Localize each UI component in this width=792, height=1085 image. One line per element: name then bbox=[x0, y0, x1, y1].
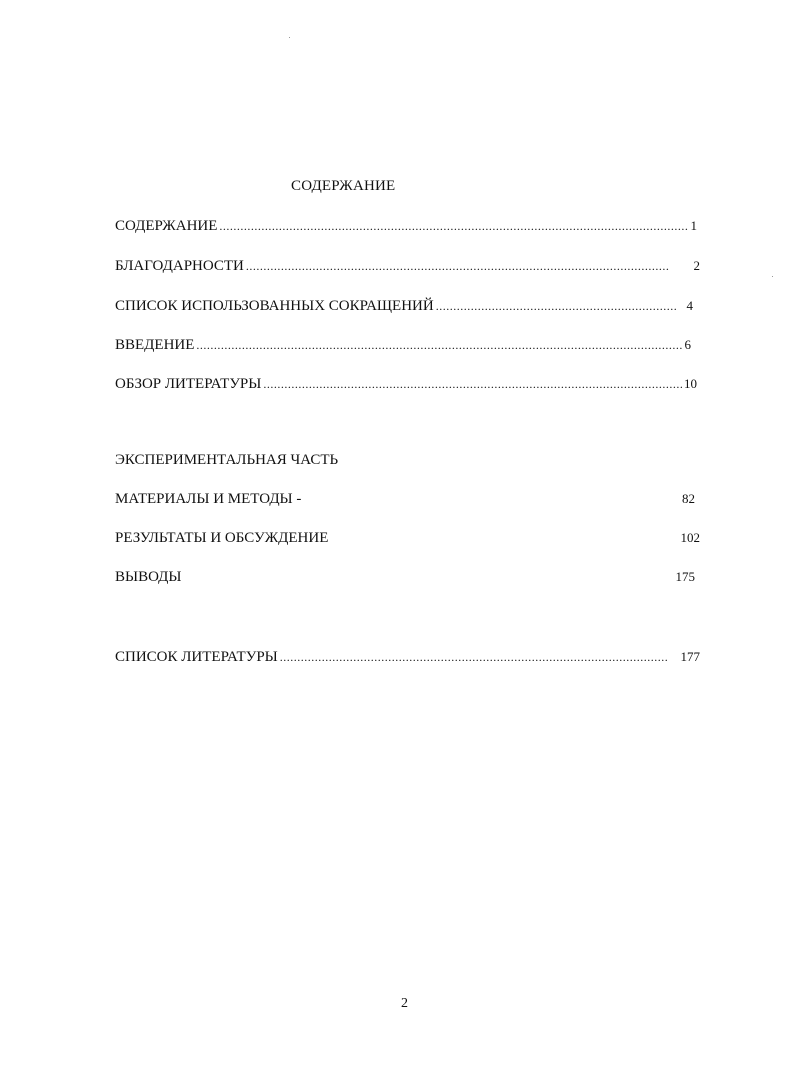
toc-entry-label: БЛАГОДАРНОСТИ bbox=[115, 258, 244, 274]
experimental-section-heading: ЭКСПЕРИМЕНТАЛЬНАЯ ЧАСТЬ bbox=[115, 452, 339, 468]
dot-leader bbox=[436, 299, 677, 314]
toc-entry-page: 102 bbox=[680, 530, 700, 545]
toc-entry-label: ОБЗОР ЛИТЕРАТУРЫ bbox=[115, 376, 262, 392]
toc-entry-materials-methods bbox=[115, 491, 695, 513]
toc-entry-literature-review bbox=[115, 376, 697, 398]
toc-entry-references bbox=[115, 649, 700, 671]
toc-entry-page: 2 bbox=[693, 258, 700, 273]
toc-entry-abbreviations bbox=[115, 298, 693, 320]
dot-leader bbox=[263, 377, 682, 392]
toc-entry-page: 10 bbox=[684, 376, 697, 391]
toc-entry-label: ВВЕДЕНИЕ bbox=[115, 337, 195, 353]
toc-entry-label: СПИСОК ЛИТЕРАТУРЫ bbox=[115, 649, 278, 665]
toc-entry-page: 82 bbox=[682, 491, 695, 506]
document-title: СОДЕРЖАНИЕ bbox=[291, 178, 396, 194]
toc-entry-acknowledgements bbox=[115, 258, 700, 280]
page-number: 2 bbox=[401, 996, 408, 1011]
toc-entry-page: 4 bbox=[686, 298, 693, 313]
toc-entry-contents bbox=[115, 218, 697, 240]
toc-entry-label: РЕЗУЛЬТАТЫ И ОБСУЖДЕНИЕ bbox=[115, 530, 329, 546]
toc-entry-label: ВЫВОДЫ bbox=[115, 569, 182, 585]
toc-entry-conclusions bbox=[115, 569, 695, 591]
dot-leader bbox=[219, 219, 688, 234]
toc-entry-results-discussion bbox=[115, 530, 700, 552]
toc-entry-label: СОДЕРЖАНИЕ bbox=[115, 218, 218, 234]
scan-speck bbox=[772, 276, 773, 277]
dot-leader bbox=[246, 259, 670, 274]
toc-entry-page: 1 bbox=[690, 218, 697, 233]
toc-entry-label: СПИСОК ИСПОЛЬЗОВАННЫХ СОКРАЩЕНИЙ bbox=[115, 298, 434, 314]
dot-leader bbox=[196, 338, 682, 353]
scan-speck bbox=[289, 37, 290, 38]
toc-entry-page: 175 bbox=[675, 569, 695, 584]
toc-entry-page: 6 bbox=[684, 337, 691, 352]
toc-entry-page: 177 bbox=[680, 649, 700, 664]
dot-leader bbox=[280, 650, 667, 665]
toc-entry-introduction bbox=[115, 337, 691, 359]
toc-entry-label: МАТЕРИАЛЫ И МЕТОДЫ - bbox=[115, 491, 302, 507]
